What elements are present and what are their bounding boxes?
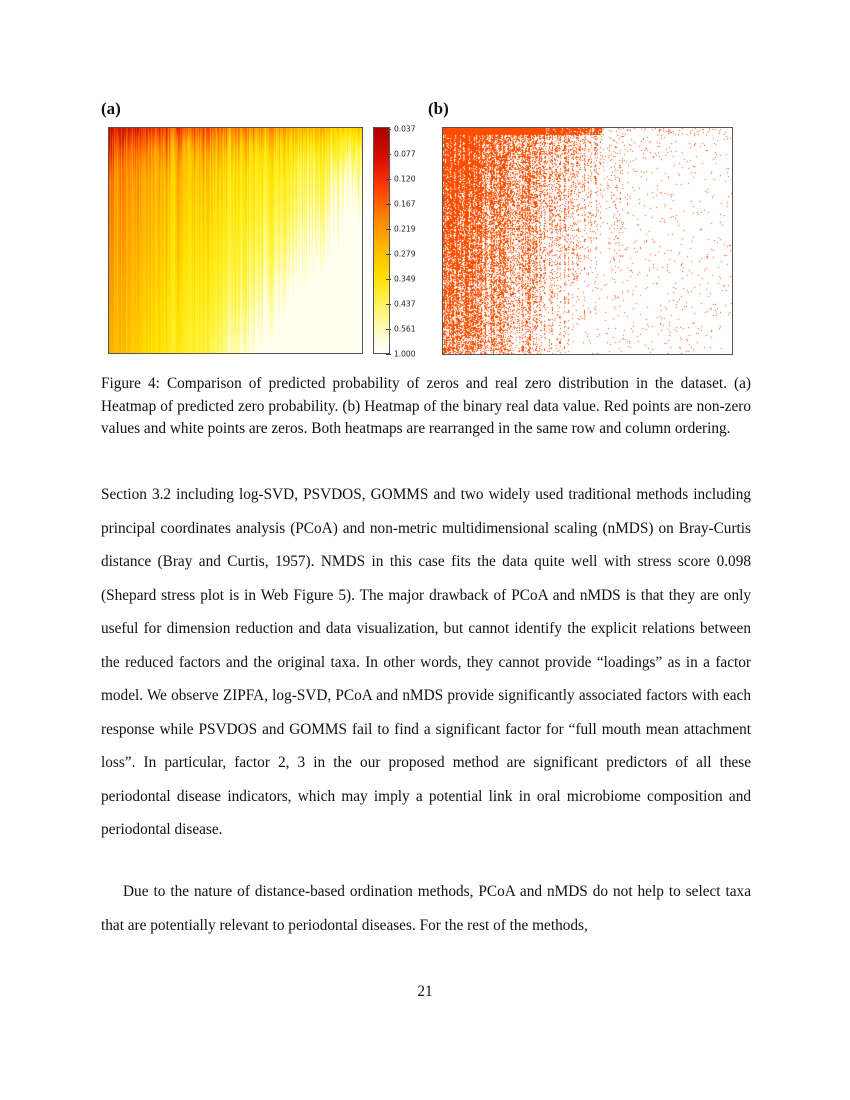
colorbar-tick-label: 0.077 [394,149,416,159]
colorbar-tick [386,329,391,330]
colorbar-tick [386,129,391,130]
colorbar-tick-label: 1.000 [394,349,416,359]
colorbar-tick-label: 0.120 [394,174,416,184]
colorbar-tick-label: 0.219 [394,224,416,234]
colorbar-tick [386,154,391,155]
colorbar-tick-label: 0.561 [394,324,416,334]
body-paragraph: Due to the nature of distance-based ordination methods, PCoA and nMDS do not help to select taxa that are potentially relevant to periodontal diseases. For the rest of the methods, [101,883,751,934]
colorbar-tick-label: 0.279 [394,249,416,259]
colorbar-tick [386,354,391,355]
colorbar-tick [386,279,391,280]
heatmap-a-cells [109,128,362,353]
panel-b-label: (b) [428,99,449,118]
body-paragraph: Section 3.2 including log-SVD, PSVDOS, GOMMS and two widely used traditional methods including principal coordinates analysis (PCoA) and non-metric multidimensional scaling (nMDS) on Bray-Curtis distance (Bray and Curtis, 1957). NMDS in this case fits the data quite well with stress score 0.098 (Shepard stress plot is in Web Figure 5). The major drawback of PCoA and nMDS is that they are only useful for dimension reduction and data visualization, but cannot identify the explicit relations between the reduced factors and the original taxa. In other words, they cannot provide “loadings” as in a factor model. We observe ZIPFA, log-SVD, PCoA and nMDS provide significantly associated factors with each response while PSVDOS and GOMMS fail to find a significant factor for “full mouth mean attachment loss”. In particular, factor 2, 3 in the our proposed method are significant predictors of all these periodontal disease indicators, which may imply a potential link in oral microbiome composition and periodontal disease. [101,486,751,838]
heatmap-b-cells [443,128,732,354]
colorbar-tick-label: 0.437 [394,299,416,309]
colorbar-tick-label: 0.349 [394,274,416,284]
colorbar-tick-label: 0.167 [394,199,416,209]
heatmap-a-predicted-zero-probability [108,127,363,354]
colorbar [373,127,390,354]
colorbar-tick [386,229,391,230]
heatmap-b-binary-real-data [442,127,733,355]
colorbar-tick-label: 0.037 [394,124,416,134]
colorbar-tick [386,254,391,255]
colorbar-tick [386,304,391,305]
colorbar-tick [386,179,391,180]
panel-a-label: (a) [101,99,121,118]
colorbar-tick [386,204,391,205]
page-number: 21 [417,983,433,1000]
figure-caption: Figure 4: Comparison of predicted probability of zeros and real zero distribution in the dataset. (a) Heatmap of predicted zero probability. (b) Heatmap of the binary real data value. Red points are non-zero values and white points are zeros. Both heatmaps are rearranged in the same row and column ordering. [101,375,751,437]
